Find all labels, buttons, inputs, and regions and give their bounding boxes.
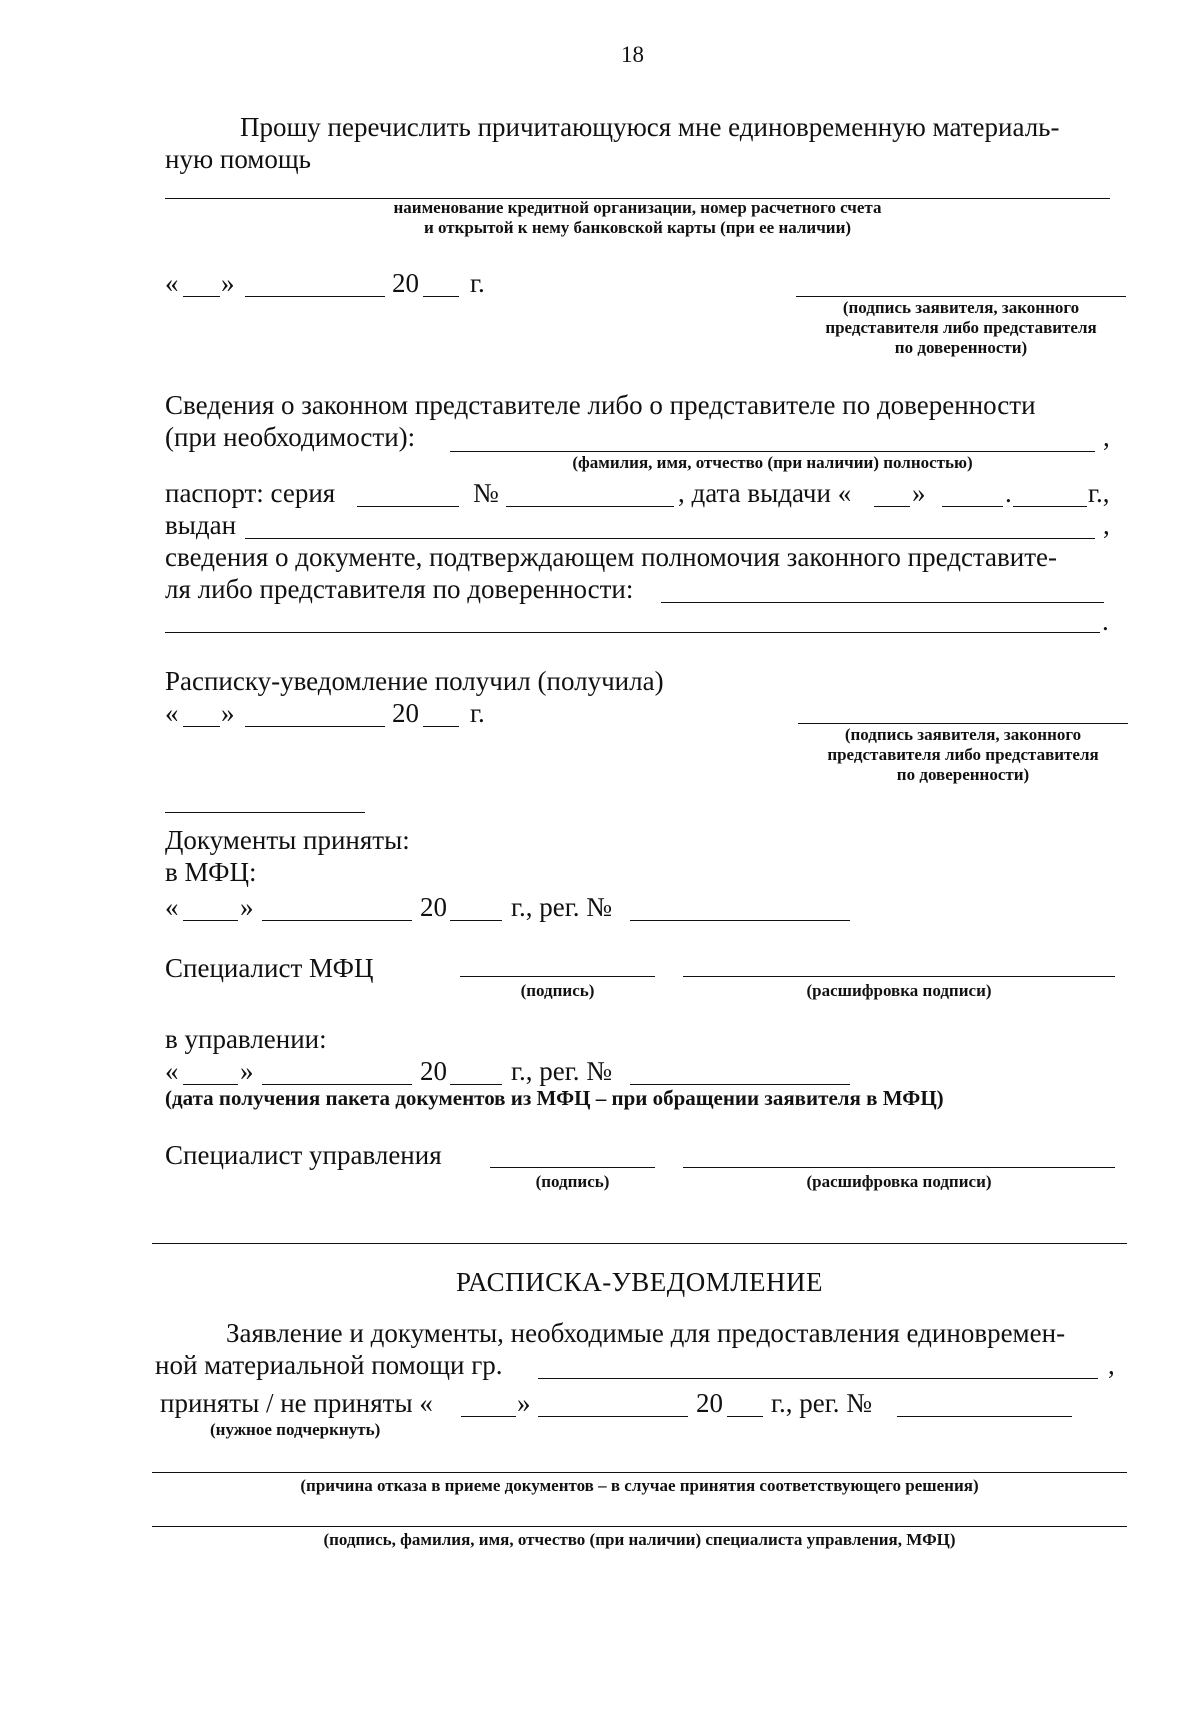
receipt-year-field[interactable] (727, 1416, 763, 1417)
specialist-signature-caption: (подпись, фамилия, имя, отчество (при наличии) специалиста управления, МФЦ) (323, 1530, 956, 1549)
receipt-received-label: Расписку-уведомление получил (получила) (165, 666, 664, 696)
date2-open-quote: « (165, 698, 179, 728)
receipt-month-field[interactable] (538, 1416, 688, 1417)
comma-3: , (1108, 1350, 1115, 1380)
signature-decode-caption: (расшифровка подписи) (806, 981, 992, 1000)
short-separator (165, 812, 365, 813)
request-line-2: ную помощь (165, 144, 311, 174)
rep-heading-line-2: (при необходимости): (165, 422, 416, 452)
dept-day-field[interactable] (183, 1084, 238, 1085)
citizen-name-field[interactable] (538, 1378, 1098, 1379)
year-field-2[interactable] (423, 726, 459, 727)
mfc-year-prefix: 20 (420, 892, 447, 922)
mfc-reg-number-field[interactable] (630, 920, 850, 921)
receipt-day-field[interactable] (461, 1416, 516, 1417)
receipt-reg-number-field[interactable] (897, 1416, 1072, 1417)
request-line-1: Прошу перечислить причитающуюся мне единовременную материаль- (240, 112, 1060, 142)
issued-label: выдан (165, 510, 237, 540)
date-close-quote: » (221, 268, 235, 298)
receipt-reg-label: г., рег. № (771, 1388, 873, 1418)
year-prefix-2: 20 (392, 698, 419, 728)
dept-specialist-label: Специалист управления (165, 1140, 442, 1170)
year-field[interactable] (423, 296, 459, 297)
date4-open-quote: « (165, 1056, 179, 1086)
mfc-specialist-label: Специалист МФЦ (165, 953, 374, 983)
dept-month-field[interactable] (262, 1084, 412, 1085)
dept-signature-field[interactable] (490, 1167, 655, 1168)
passport-series-field[interactable] (357, 506, 459, 507)
signature-decode-caption-2: (расшифровка подписи) (806, 1172, 992, 1191)
issue-close-quote: » (912, 478, 926, 508)
day-field-2[interactable] (183, 726, 220, 727)
authority-field-1[interactable] (661, 602, 1104, 603)
year-suffix-2: г. (470, 698, 485, 728)
rep-name-field[interactable] (450, 451, 1095, 452)
bank-details-caption: наименование кредитной организации, номер расчетного счета и открытой к нему банковской карты (при ее наличии) (393, 198, 882, 237)
receipt-text-line-2: ной материальной помощи гр. (155, 1350, 503, 1380)
docs-accepted-label: Документы приняты: (165, 825, 410, 855)
month-field[interactable] (245, 296, 385, 297)
page-number: 18 (621, 42, 644, 67)
signature-caption-short-2: (подпись) (535, 1172, 610, 1191)
authority-field-2[interactable] (165, 632, 1100, 633)
receipt-title: РАСПИСКА-УВЕДОМЛЕНИЕ (455, 1267, 824, 1297)
issue-dot: . (1005, 478, 1012, 508)
period: . (1102, 606, 1109, 636)
mfc-package-note: (дата получения пакета документов из МФЦ – при обращении заявителя в МФЦ) (165, 1086, 944, 1110)
in-department-label: в управлении: (165, 1024, 327, 1054)
issued-by-field[interactable] (245, 538, 1095, 539)
mfc-day-field[interactable] (183, 920, 238, 921)
authority-line-1: сведения о документе, подтверждающем полномочия законного представите- (165, 542, 1058, 572)
issue-date-label: , дата выдачи « (678, 478, 852, 508)
receipt-close-quote: » (517, 1388, 531, 1418)
refusal-reason-field[interactable] (152, 1472, 1127, 1473)
date3-close-quote: » (240, 892, 254, 922)
rep-heading-line-1: Сведения о законном представителе либо о представителе по доверенности (165, 390, 1036, 420)
applicant-signature-field-2[interactable] (798, 723, 1128, 724)
mfc-month-field[interactable] (262, 920, 412, 921)
dept-year-field[interactable] (450, 1084, 502, 1085)
mfc-reg-label: г., рег. № (511, 892, 613, 922)
receipt-text-line-1: Заявление и документы, необходимые для предоставления единовремен- (226, 1318, 1066, 1348)
mfc-signature-decode-field[interactable] (683, 976, 1115, 977)
issue-year-suffix: г., (1088, 478, 1110, 508)
month-field-2[interactable] (245, 726, 385, 727)
underline-note: (нужное подчеркнуть) (210, 1420, 381, 1439)
date3-open-quote: « (165, 892, 179, 922)
signature-caption-short: (подпись) (520, 981, 595, 1000)
comma-2: , (1103, 510, 1110, 540)
issue-day-field[interactable] (874, 506, 910, 507)
receipt-year-prefix: 20 (696, 1388, 723, 1418)
specialist-signature-field[interactable] (152, 1526, 1127, 1527)
mfc-signature-field[interactable] (460, 976, 655, 977)
signature-caption: (подпись заявителя, законного представителя либо представителя по доверенности) (825, 298, 1097, 357)
day-field[interactable] (183, 296, 220, 297)
mfc-year-field[interactable] (450, 920, 502, 921)
dept-reg-label: г., рег. № (511, 1056, 613, 1086)
date-open-quote: « (165, 268, 179, 298)
rep-name-caption: (фамилия, имя, отчество (при наличии) полностью) (572, 453, 973, 472)
number-sign: № (473, 478, 499, 508)
dept-year-prefix: 20 (420, 1056, 447, 1086)
refusal-reason-caption: (причина отказа в приеме документов – в случае принятия соответствующего решения) (300, 1476, 979, 1495)
year-prefix: 20 (392, 268, 419, 298)
passport-number-field[interactable] (506, 506, 674, 507)
authority-line-2: ля либо представителя по доверенности: (165, 574, 634, 604)
passport-label: паспорт: серия (165, 478, 336, 508)
date4-close-quote: » (240, 1056, 254, 1086)
issue-month-field[interactable] (942, 506, 1003, 507)
year-suffix: г. (470, 268, 485, 298)
comma: , (1103, 422, 1110, 452)
accepted-label: приняты / не приняты « (160, 1388, 433, 1418)
applicant-signature-field[interactable] (796, 296, 1126, 297)
issue-year-field[interactable] (1013, 506, 1087, 507)
cut-line (152, 1243, 1127, 1244)
signature-caption-2: (подпись заявителя, законного представителя либо представителя по доверенности) (827, 725, 1099, 784)
dept-signature-decode-field[interactable] (683, 1167, 1115, 1168)
date2-close-quote: » (221, 698, 235, 728)
dept-reg-number-field[interactable] (630, 1084, 850, 1085)
in-mfc-label: в МФЦ: (165, 857, 257, 887)
